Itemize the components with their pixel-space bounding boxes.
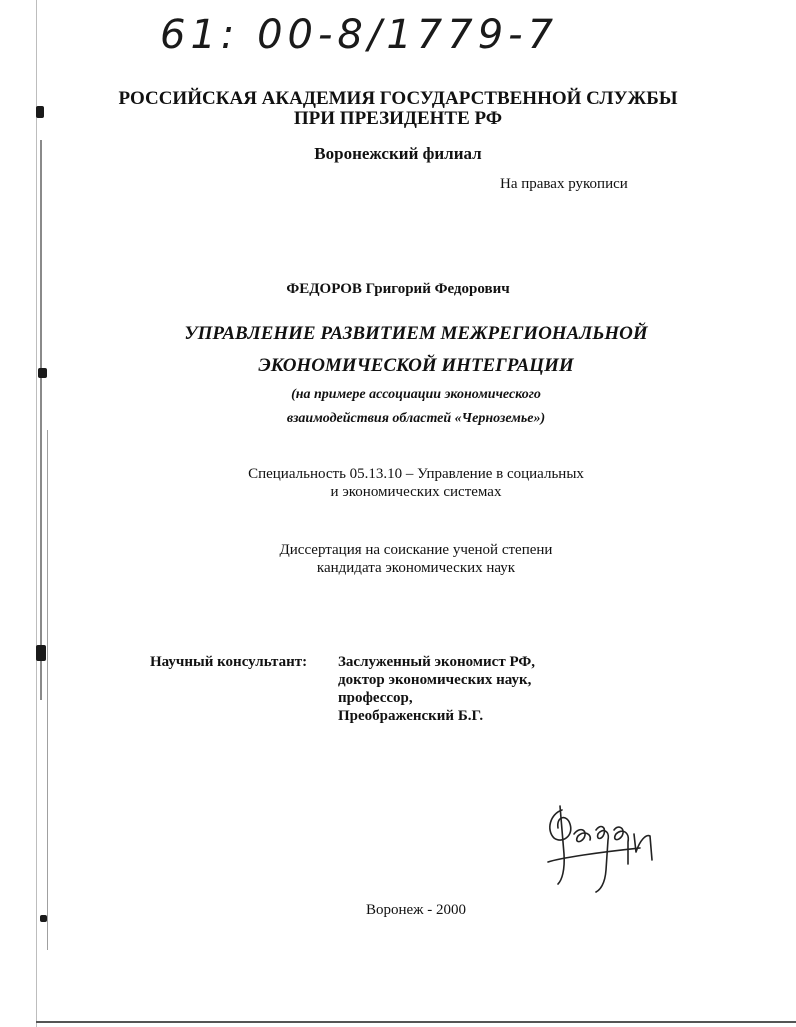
- specialty-line1: Специальность 05.13.10 – Управление в социальных: [248, 466, 584, 482]
- manuscript-rights: На правах рукописи: [500, 176, 628, 192]
- institution-name: РОССИЙСКАЯ АКАДЕМИЯ ГОСУДАРСТВЕННОЙ СЛУЖБЫ: [118, 88, 678, 109]
- consultant-degree: доктор экономических наук,: [338, 672, 532, 688]
- degree-line1: Диссертация на соискание ученой степени: [279, 542, 553, 558]
- consultant-title: Заслуженный экономист РФ,: [338, 654, 535, 670]
- author-name: ФЕДОРОВ Григорий Федорович: [286, 281, 510, 297]
- author-signature: [540, 800, 670, 895]
- scan-edge-line: [47, 430, 48, 950]
- consultant-name: Преображенский Б.Г.: [338, 708, 484, 724]
- archive-number-handwritten: 61: 00-8/1779-7: [160, 12, 559, 58]
- consultant-label: Научный консультант:: [150, 654, 308, 670]
- city-year: Воронеж - 2000: [365, 902, 467, 918]
- consultant-rank: профессор,: [338, 690, 413, 706]
- dissertation-title-line2: ЭКОНОМИЧЕСКОЙ ИНТЕГРАЦИИ: [258, 355, 574, 376]
- dissertation-subtitle-line1: (на примере ассоциации экономического: [291, 387, 541, 402]
- institution-subtitle: ПРИ ПРЕЗИДЕНТЕ РФ: [293, 108, 503, 129]
- scan-bottom-line: [36, 1021, 796, 1023]
- specialty-line2: и экономических системах: [330, 484, 502, 500]
- degree-line2: кандидата экономических наук: [316, 560, 516, 576]
- branch-name: Воронежский филиал: [314, 144, 482, 163]
- scan-spot: [36, 645, 46, 661]
- dissertation-subtitle-line2: взаимодействия областей «Черноземье»): [286, 411, 546, 426]
- dissertation-title-line1: УПРАВЛЕНИЕ РАЗВИТИЕМ МЕЖРЕГИОНАЛЬНОЙ: [184, 323, 648, 344]
